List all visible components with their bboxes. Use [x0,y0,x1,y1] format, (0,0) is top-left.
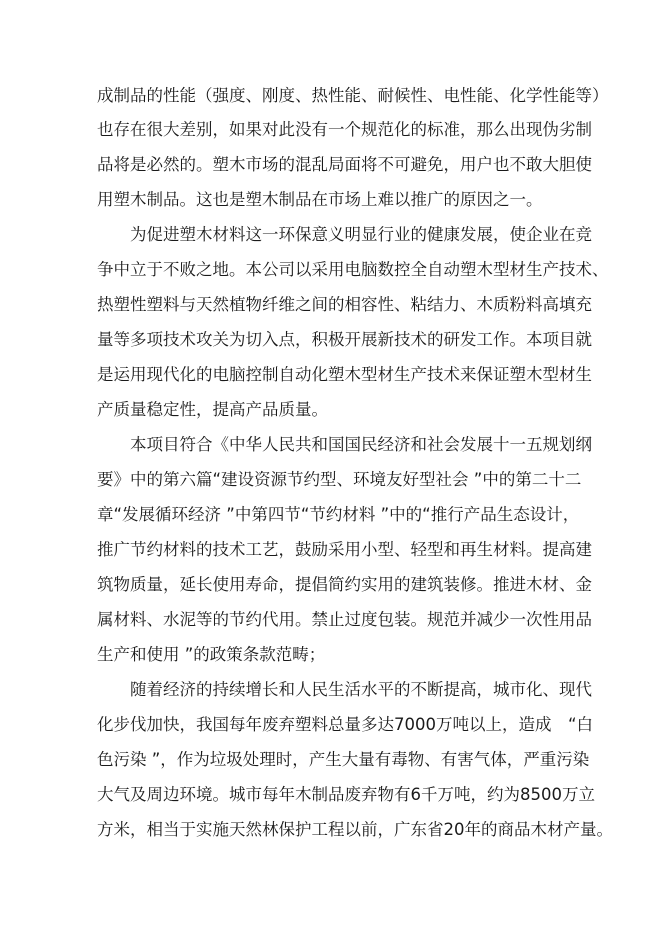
body-text-line: 属材料、水泥等的节约代用。禁止过度包装。规范并减少一次性用品 [97,610,592,629]
body-text-line: 争中立于不败之地。本公司以采用电脑数控全自动塑木型材生产技术、 [97,260,609,279]
body-text-line: 化步伐加快，我国每年废弃塑料总量多达7000万吨以上，造成 “白 [97,715,594,734]
paragraph-first-line: 为促进塑木材料这一环保意义明显行业的健康发展，使企业在竞 [130,225,592,244]
body-text-line: 产质量稳定性，提高产品质量。 [97,400,328,419]
body-text-line: 热塑性塑料与天然植物纤维之间的相容性、粘结力、木质粉料高填充 [97,295,592,314]
body-text-line: 方米，相当于实施天然林保护工程以前，广东省20年的商品木材产量。 [97,820,613,839]
paragraph-first-line: 本项目符合《中华人民共和国国民经济和社会发展十一五规划纲 [130,435,592,454]
body-text-line: 量等多项技术攻关为切入点，积极开展新技术的研发工作。本项目就 [97,330,592,349]
body-text-line: 也存在很大差别，如果对此没有一个规范化的标准，那么出现伪劣制 [97,120,592,139]
body-text-line: 是运用现代化的电脑控制自动化塑木型材生产技术来保证塑木型材生 [97,365,592,384]
body-text-line: 推广节约材料的技术工艺，鼓励采用小型、轻型和再生材料。提高建 [97,540,592,559]
body-text-line: 筑物质量，延长使用寿命，提倡简约实用的建筑装修。推进木材、金 [97,575,592,594]
body-text-line: 用塑木制品。这也是塑木制品在市场上难以推广的原因之一。 [97,190,543,209]
paragraph-first-line: 随着经济的持续增长和人民生活水平的不断提高，城市化、现代 [130,680,592,699]
body-text-line: 章“发展循环经济 ”中第四节“节约材料 ”中的“推行产品生态设计， [97,505,580,524]
body-text-line: 品将是必然的。塑木市场的混乱局面将不可避免，用户也不敢大胆使 [97,155,592,174]
body-text-line: 色污染 ”，作为垃圾处理时，产生大量有毒物、有害气体，严重污染 [97,750,590,769]
body-text-line: 大气及周边环境。城市每年木制品废弃物有6千万吨，约为8500万立 [97,785,595,804]
body-text-line: 要》中的第六篇“建设资源节约型、环境友好型社会 ”中的第二十二 [97,470,582,489]
body-text-line: 生产和使用 ”的政策条款范畴； [97,645,326,664]
body-text-line: 成制品的性能（强度、刚度、热性能、耐候性、电性能、化学性能等） [97,86,609,105]
